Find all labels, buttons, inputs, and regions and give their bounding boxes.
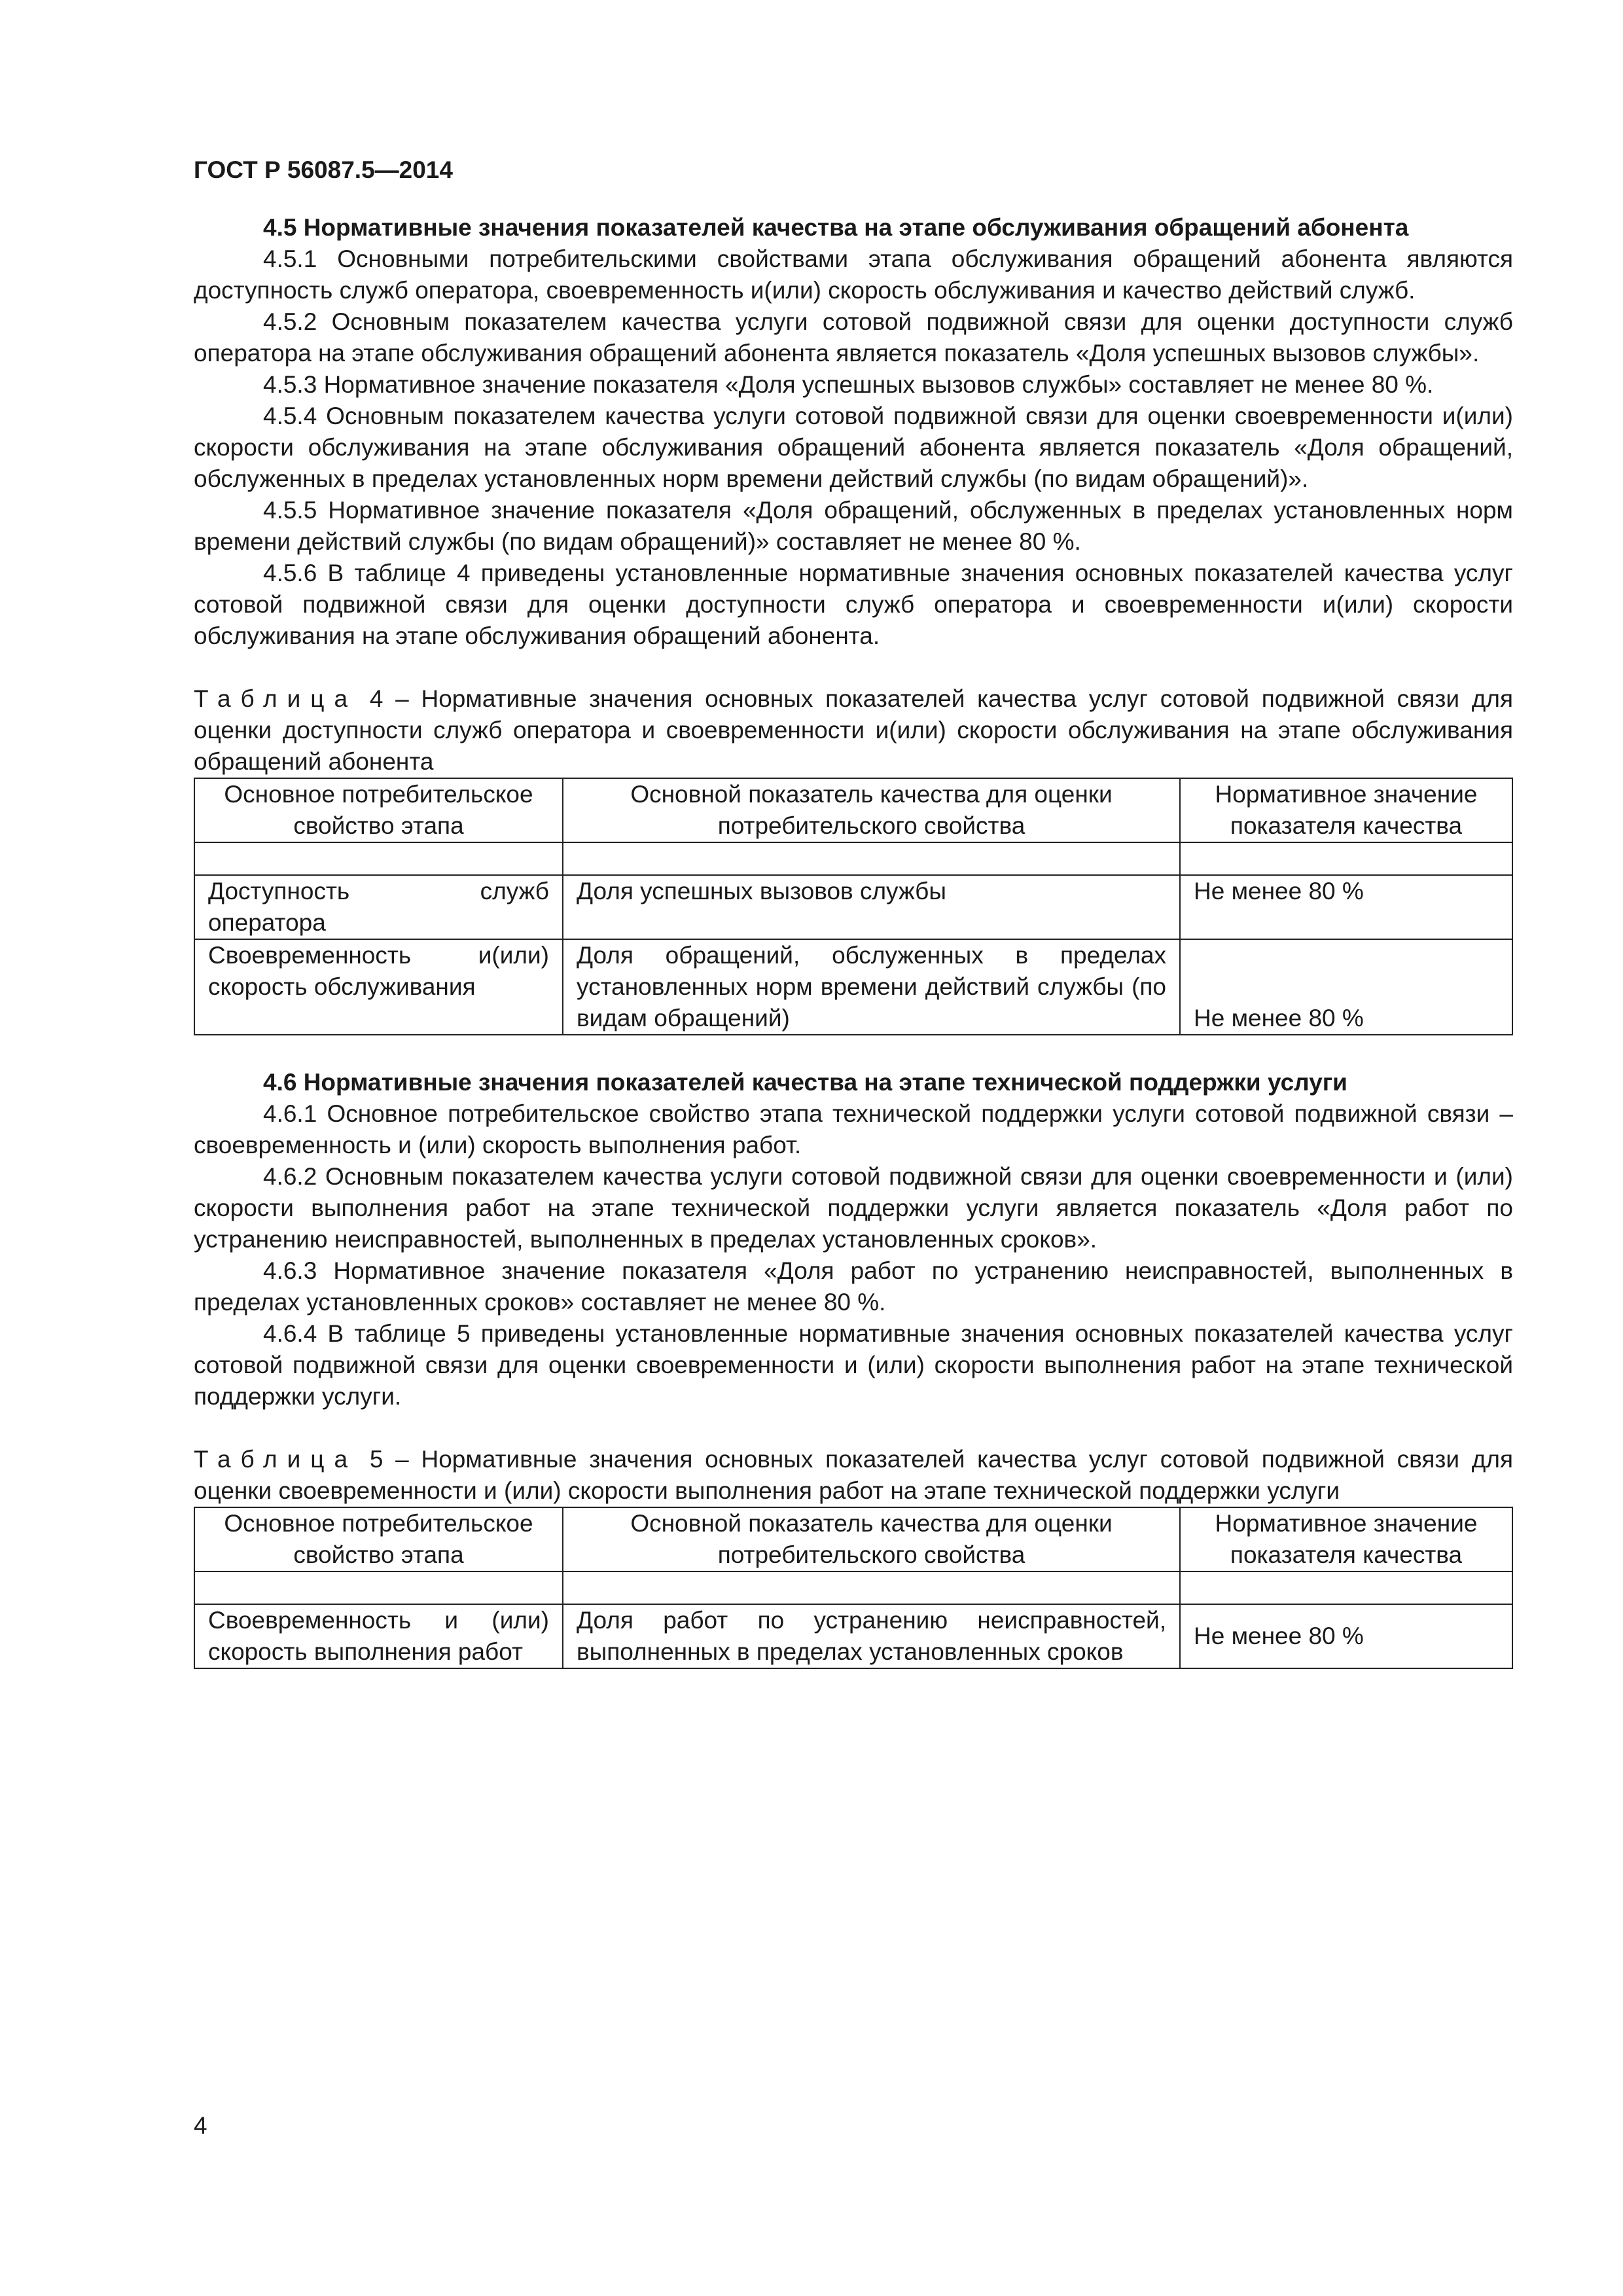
table-cell: Своевременность и(или) скорость обслуживания xyxy=(194,939,563,1035)
document-page xyxy=(194,154,1513,1669)
table-5-number: 5 xyxy=(369,1446,383,1473)
table-header-cell: Основной показатель качества для оценки потребительского свойства xyxy=(563,1507,1180,1571)
table-4-caption-text: – Нормативные значения основных показателей качества услуг сотовой подвижной связи для оценки доступности служб оператора и своевременности и(или) скорости обслуживания на этапе обслуживания обращений абонента xyxy=(194,685,1513,775)
table-5-caption xyxy=(194,1444,1513,1507)
table-cell xyxy=(563,1571,1180,1604)
table-cell xyxy=(194,1571,563,1604)
paragraph-4-6-3: 4.6.3 Нормативное значение показателя «Доля работ по устранению неисправностей, выполненных в пределах установленных сроков» составляет не менее 80 %. xyxy=(194,1257,1513,1316)
paragraph-4-5-4: 4.5.4 Основным показателем качества услуги сотовой подвижной связи для оценки своевременности и(или) скорости обслуживания на этапе обслуживания обращений абонента является показатель «Доля обращений, обслуженных в пределах установленных норм времени действий службы (по видам обращений)». xyxy=(194,403,1513,492)
section-4-5-title: 4.5 Нормативные значения показателей качества на этапе обслуживания обращений абонента xyxy=(263,214,1409,241)
table-cell: Своевременность и (или) скорость выполнения работ xyxy=(194,1604,563,1668)
table-blank-row xyxy=(194,1571,1512,1604)
table-header-cell: Нормативное значение показателя качества xyxy=(1180,778,1512,842)
table-cell: Не менее 80 % xyxy=(1180,1604,1512,1668)
table-5 xyxy=(194,1507,1513,1669)
table-header-row xyxy=(194,778,1512,842)
table-header-cell: Основное потребительское свойство этапа xyxy=(194,778,563,842)
table-5-label: Таблица xyxy=(194,1446,358,1473)
paragraph-4-6-4: 4.6.4 В таблице 5 приведены установленные нормативные значения основных показателей качества услуг сотовой подвижной связи для оценки своевременности и (или) скорости выполнения работ на этапе технической поддержки услуги. xyxy=(194,1320,1513,1410)
table-cell: Доля работ по устранению неисправностей, выполненных в пределах установленных сроков xyxy=(563,1604,1180,1668)
table-cell xyxy=(1180,1571,1512,1604)
table-header-cell: Нормативное значение показателя качества xyxy=(1180,1507,1512,1571)
table-4-number: 4 xyxy=(369,685,383,712)
table-row xyxy=(194,1604,1512,1668)
paragraph-4-5-2: 4.5.2 Основным показателем качества услуги сотовой подвижной связи для оценки доступности служб оператора на этапе обслуживания обращений абонента является показатель «Доля успешных вызовов службы». xyxy=(194,308,1513,367)
table-4 xyxy=(194,778,1513,1035)
paragraph-4-5-5: 4.5.5 Нормативное значение показателя «Доля обращений, обслуженных в пределах установленных норм времени действий службы (по видам обращений)» составляет не менее 80 %. xyxy=(194,497,1513,555)
table-4-caption xyxy=(194,683,1513,778)
table-cell: Доступность служб оператора xyxy=(194,875,563,939)
table-5-caption-text: – Нормативные значения основных показателей качества услуг сотовой подвижной связи для оценки своевременности и (или) скорости выполнения работ на этапе технической поддержки услуги xyxy=(194,1446,1513,1504)
table-cell xyxy=(194,842,563,875)
table-4-label: Таблица xyxy=(194,685,358,712)
table-cell: Не менее 80 % xyxy=(1180,875,1512,939)
table-cell xyxy=(1180,842,1512,875)
table-cell: Доля успешных вызовов службы xyxy=(563,875,1180,939)
table-header-cell: Основное потребительское свойство этапа xyxy=(194,1507,563,1571)
paragraph-4-5-3: 4.5.3 Нормативное значение показателя «Доля успешных вызовов службы» составляет не менее 80 %. xyxy=(263,371,1434,398)
table-row xyxy=(194,875,1512,939)
table-header-cell: Основной показатель качества для оценки потребительского свойства xyxy=(563,778,1180,842)
section-4-6-title: 4.6 Нормативные значения показателей качества на этапе технической поддержки услуги xyxy=(263,1069,1347,1096)
table-row xyxy=(194,939,1512,1035)
table-header-row xyxy=(194,1507,1512,1571)
paragraph-4-5-1: 4.5.1 Основными потребительскими свойствами этапа обслуживания обращений абонента являются доступность служб оператора, своевременность и(или) скорость обслуживания и качество действий служб. xyxy=(194,245,1513,304)
table-blank-row xyxy=(194,842,1512,875)
paragraph-4-5-6: 4.5.6 В таблице 4 приведены установленные нормативные значения основных показателей качества услуг сотовой подвижной связи для оценки доступности служб оператора и своевременности и(или) скорости обслуживания на этапе обслуживания обращений абонента. xyxy=(194,560,1513,649)
table-cell: Доля обращений, обслуженных в пределах установленных норм времени действий службы (по видам обращений) xyxy=(563,939,1180,1035)
page-number: 4 xyxy=(194,2112,207,2139)
document-code: ГОСТ Р 56087.5—2014 xyxy=(194,156,453,183)
paragraph-4-6-1: 4.6.1 Основное потребительское свойство этапа технической поддержки услуги сотовой подвижной связи – своевременность и (или) скорость выполнения работ. xyxy=(194,1100,1513,1158)
table-cell: Не менее 80 % xyxy=(1180,939,1512,1035)
table-cell xyxy=(563,842,1180,875)
paragraph-4-6-2: 4.6.2 Основным показателем качества услуги сотовой подвижной связи для оценки своевременности и (или) скорости выполнения работ на этапе технической поддержки услуги является показатель «Доля работ по устранению неисправностей, выполненных в пределах установленных сроков». xyxy=(194,1163,1513,1253)
